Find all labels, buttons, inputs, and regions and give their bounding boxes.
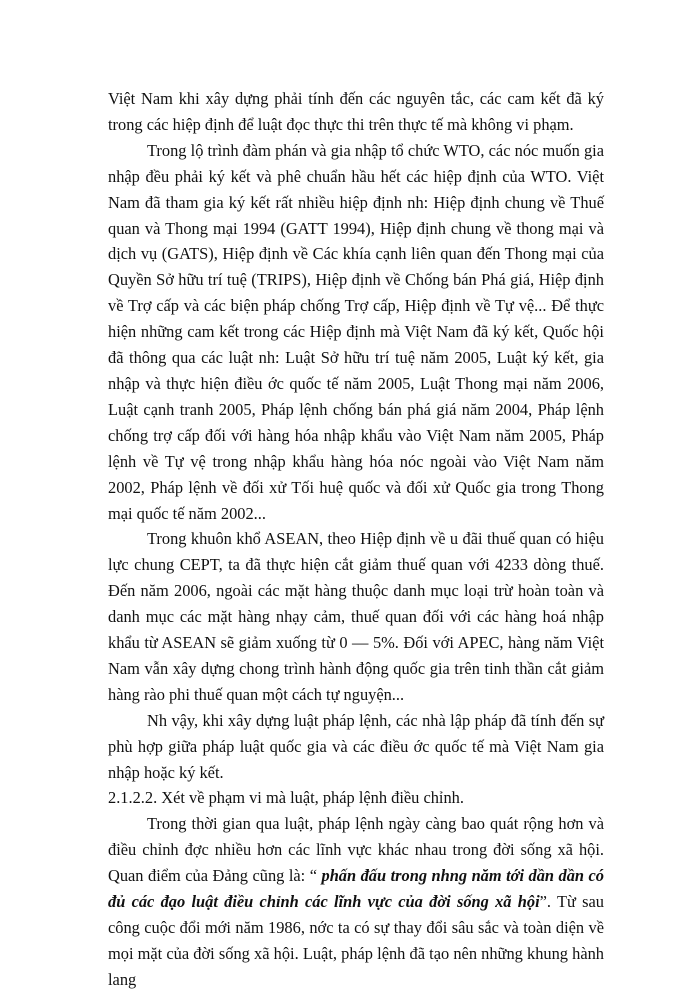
paragraph-1: Việt Nam khi xây dựng phải tính đến các nguyên tắc, các cam kết đã ký trong các hiệp định để luật đọc thực thi trên thực tế mà không vi phạm.: [108, 89, 604, 134]
paragraph-3: Trong khuôn khổ ASEAN, theo Hiệp định về u đãi thuế quan có hiệu lực chung CEPT, ta đã thực hiện cắt giảm thuế quan với 4233 dòng thuế. Đến năm 2006, ngoài các mặt hàng thuộc danh mục loại trừ hoàn toàn và danh mục các mặt hàng nhạy cảm, thuế quan đối với các hàng hoá nhập khẩu từ ASEAN sẽ giảm xuống từ 0 — 5%. Đối với APEC, hàng năm Việt Nam vẫn xây dựng chong trình hành động quốc gia trên tinh thần cắt giảm hàng rào phi thuế quan một cách tự nguyện...: [108, 529, 604, 704]
paragraph-4: Nh vậy, khi xây dựng luật pháp lệnh, các nhà lập pháp đã tính đến sự phù hợp giữa pháp luật quốc gia và các điều ớc quốc tế mà Việt Nam gia nhập hoặc ký kết.: [108, 710, 604, 782]
paragraph-5: [108, 811, 604, 992]
paragraph-2: Trong lộ trình đàm phán và gia nhập tổ chức WTO, các nóc muốn gia nhập đều phải ký kết và phê chuẩn hầu hết các hiệp định của WTO. Việt Nam đã tham gia ký kết rất nhiều hiệp định nh: Hiệp định chung về Thuế quan và Thong mại 1994 (GATT 1994), Hiệp định chung về thong mại và dịch vụ (GATS), Hiệp định về Các khía cạnh liên quan đến Thong mại của Quyền Sở hữu trí tuệ (TRIPS), Hiệp định về Chống bán Phá giá, Hiệp định về Trợ cấp và các biện pháp chống Trợ cấp, Hiệp định về Tự vệ... Để thực hiện những cam kết trong các Hiệp định mà Việt Nam đã ký kết, Quốc hội đã thông qua các luật nh: Luật Sở hữu trí tuệ năm 2005, Luật ký kết, gia nhập và thực hiện điều ớc quốc tế năm 2005, Luật Thong mại năm 2006, Luật cạnh tranh 2005, Pháp lệnh chống bán phá giá năm 2004, Pháp lệnh chống trợ cấp đối với hàng hóa nhập khẩu vào Việt Nam năm 2005, Pháp lệnh về Tự vệ trong nhập khẩu hàng hóa nóc ngoài vào Việt Nam năm 2002, Pháp lệnh về đối xử Tối huệ quốc và đối xử Quốc gia trong Thong mại quốc tế năm 2002...: [108, 140, 604, 523]
party-viewpoint-quote: phấn đấu trong nhng năm tới dần dần có đủ các đạo luật điều chỉnh các lĩnh vực của đời sống xã hội: [108, 866, 604, 912]
paragraph-5-text: Trong thời gian qua luật, pháp lệnh ngày càng bao quát rộng hơn và điều chỉnh đợc nhiều hơn các lĩnh vực khác nhau trong đời sống xã hội. Quan điểm của Đảng cũng là: “: [108, 814, 604, 886]
document-body: [108, 86, 604, 993]
paragraph-5-continuation: ”. Từ sau công cuộc đổi mới năm 1986, nớc ta có sự thay đổi sâu sắc và toàn diện về mọi mặt của đời sống xã hội. Luật, pháp lệnh đã tạo nên những khung hành lang: [108, 892, 604, 989]
section-heading: 2.1.2.2. Xét về phạm vi mà luật, pháp lệnh điều chỉnh.: [108, 788, 464, 808]
